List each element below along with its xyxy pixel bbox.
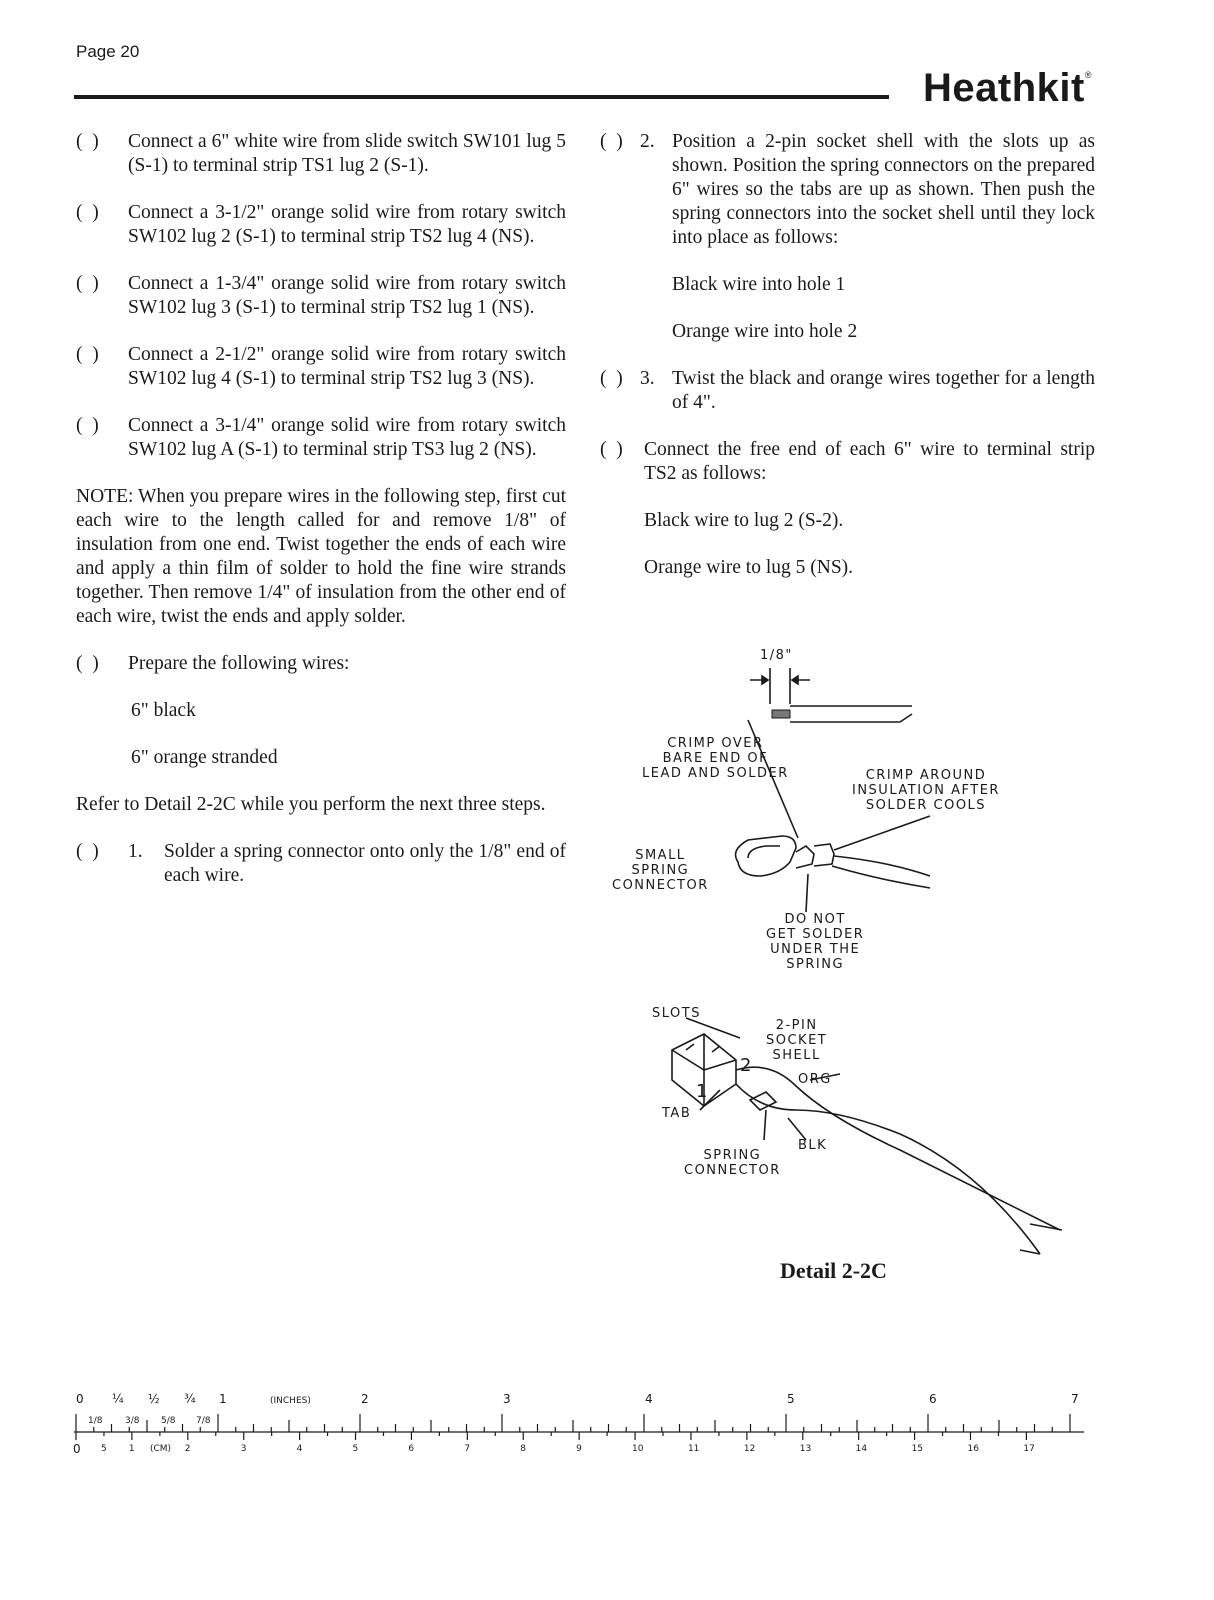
checkbox[interactable]: ( ) [76, 344, 99, 365]
step-number: 1. [128, 841, 143, 862]
step-text: Position a 2-pin socket shell with the slots up as shown. Position the spring connectors on the prepared 6" wires so the tabs are up as shown. Then push the spring connectors into the socket shell until they lock into place as follows: [672, 131, 1095, 248]
brand-name: Heathkit [923, 66, 1085, 110]
cm-label: 5 [352, 1444, 359, 1454]
inch-label: 6 [929, 1392, 937, 1406]
brand-logo [923, 66, 1092, 111]
detail-figure [600, 640, 1100, 1300]
checkbox[interactable]: ( ) [76, 202, 99, 223]
socket-shell-drawing [672, 1018, 1062, 1254]
right-column [600, 130, 1095, 603]
cm-label: 11 [687, 1444, 700, 1454]
inch-label: 4 [645, 1392, 653, 1406]
cm-label: 15 [911, 1444, 924, 1454]
step-number: 2. [640, 131, 655, 152]
cm-label: 13 [799, 1444, 812, 1454]
inch-label: 7 [1071, 1392, 1079, 1406]
step-sub-item: Orange wire to lug 5 (NS). [644, 557, 854, 578]
cm-label: 6 [408, 1444, 415, 1454]
cm-label: 9 [576, 1444, 582, 1454]
checkbox[interactable]: ( ) [76, 653, 99, 674]
inch-label: 1 [219, 1392, 227, 1406]
step-text: Connect a 3-1/2" orange solid wire from rotary switch SW102 lug 2 (S-1) to terminal strip TS2 lug 4 (NS). [128, 202, 566, 247]
step-item [76, 414, 566, 462]
inch-label: 5 [787, 1392, 795, 1406]
left-column [76, 130, 566, 911]
checkbox[interactable]: ( ) [76, 131, 99, 152]
cm-label: 3 [240, 1444, 247, 1454]
fraction-label: 1/8 [88, 1416, 103, 1426]
blk-label: BLK [798, 1138, 828, 1153]
fraction-label: 3/8 [125, 1416, 140, 1426]
do-not-solder-label: DO NOT GET SOLDER UNDER THE SPRING [766, 912, 865, 972]
step-item [76, 272, 566, 320]
spring-connector-label: SPRING CONNECTOR [684, 1148, 781, 1178]
inch-label: 2 [361, 1392, 369, 1406]
checkbox[interactable]: ( ) [76, 273, 99, 294]
pin1-label: 1 [696, 1081, 709, 1102]
refer-paragraph: Refer to Detail 2-2C while you perform the next three steps. [76, 794, 546, 815]
org-label: ORG [798, 1072, 832, 1087]
cm-label: 17 [1023, 1444, 1035, 1454]
step-item [600, 438, 1095, 486]
inches-unit: (INCHES) [270, 1396, 311, 1406]
step-number: 3. [640, 368, 655, 389]
cm-label: 2 [184, 1444, 191, 1454]
cm-label: 7 [464, 1444, 471, 1454]
step-text: Solder a spring connector onto only the 1/8" end of each wire. [164, 841, 566, 886]
step-text: Connect a 3-1/4" orange solid wire from rotary switch SW102 lug A (S-1) to terminal strip TS3 lug 2 (NS). [128, 415, 566, 460]
step-text: Connect a 6" white wire from slide switch SW101 lug 5 (S-1) to terminal strip TS1 lug 2 (S-1). [128, 131, 566, 176]
step-text: Connect the free end of each 6" wire to terminal strip TS2 as follows: [644, 439, 1095, 484]
crimp-over-label: CRIMP OVER BARE END OF LEAD AND SOLDER [642, 736, 789, 781]
registered-mark: ® [1084, 70, 1092, 80]
checkbox[interactable]: ( ) [76, 415, 99, 436]
cm-label: 12 [743, 1444, 756, 1454]
cm-label: 5 [100, 1444, 107, 1454]
page-number: Page 20 [76, 42, 140, 61]
cm-label: 4 [296, 1444, 303, 1454]
dimension-label: 1/8" [760, 648, 793, 663]
checkbox[interactable]: ( ) [600, 439, 623, 460]
step-item [600, 130, 1095, 250]
crimp-around-label: CRIMP AROUND INSULATION AFTER SOLDER COOLS [852, 768, 1000, 813]
socket-shell-label: 2-PIN SOCKET SHELL [766, 1018, 828, 1063]
step-item [76, 201, 566, 249]
wire-item: 6" black [131, 700, 196, 721]
fraction-label: 7/8 [196, 1416, 211, 1426]
step-text: Prepare the following wires: [128, 653, 350, 674]
step-item [76, 652, 566, 676]
inch-label: ¼ [112, 1392, 124, 1406]
step-text: Connect a 2-1/2" orange solid wire from rotary switch SW102 lug 4 (S-1) to terminal strip TS2 lug 3 (NS). [128, 344, 566, 389]
ruler-scale [74, 1392, 1094, 1462]
checkbox[interactable]: ( ) [76, 841, 99, 862]
tab-label: TAB [662, 1106, 692, 1121]
pin2-label: 2 [740, 1055, 753, 1076]
figure-caption: Detail 2-2C [780, 1258, 887, 1283]
step-item [76, 840, 566, 888]
slots-label: SLOTS [652, 1006, 701, 1021]
checkbox[interactable]: ( ) [600, 368, 623, 389]
measurement-ruler [74, 1392, 1094, 1462]
stripped-wire-drawing [750, 668, 912, 722]
cm-label: 16 [967, 1444, 979, 1454]
cm-label: 14 [855, 1444, 868, 1454]
inch-label: 3 [503, 1392, 511, 1406]
note-paragraph: NOTE: When you prepare wires in the following step, first cut each wire to the length called for and remove 1/8" of insulation from one end. Twist together the ends of each wire and apply a thin film of solder to hold the fine wire strands together. Then remove 1/4" of insulation from the other end of each wire, twist the ends and apply solder. [76, 486, 566, 627]
header-rule [74, 95, 889, 99]
step-text: Twist the black and orange wires together for a length of 4". [672, 368, 1095, 413]
step-item [600, 367, 1095, 415]
cm-label: 10 [632, 1444, 644, 1454]
step-sub-item: Black wire to lug 2 (S-2). [644, 510, 844, 531]
inch-label: ¾ [184, 1392, 196, 1406]
fraction-label: 5/8 [161, 1416, 176, 1426]
cm-unit: (CM) [150, 1444, 172, 1454]
step-sub-item: Orange wire into hole 2 [672, 321, 858, 342]
cm-label: 0 [73, 1442, 81, 1456]
wire-item: 6" orange stranded [131, 747, 278, 768]
inch-label: ½ [148, 1392, 160, 1406]
cm-label: 1 [128, 1444, 135, 1454]
small-spring-label: SMALL SPRING CONNECTOR [612, 848, 709, 893]
step-item [76, 343, 566, 391]
inch-label: 0 [76, 1392, 84, 1406]
checkbox[interactable]: ( ) [600, 131, 623, 152]
step-sub-item: Black wire into hole 1 [672, 274, 846, 295]
cm-label: 8 [520, 1444, 526, 1454]
step-text: Connect a 1-3/4" orange solid wire from rotary switch SW102 lug 3 (S-1) to terminal strip TS2 lug 1 (NS). [128, 273, 566, 318]
step-item [76, 130, 566, 178]
